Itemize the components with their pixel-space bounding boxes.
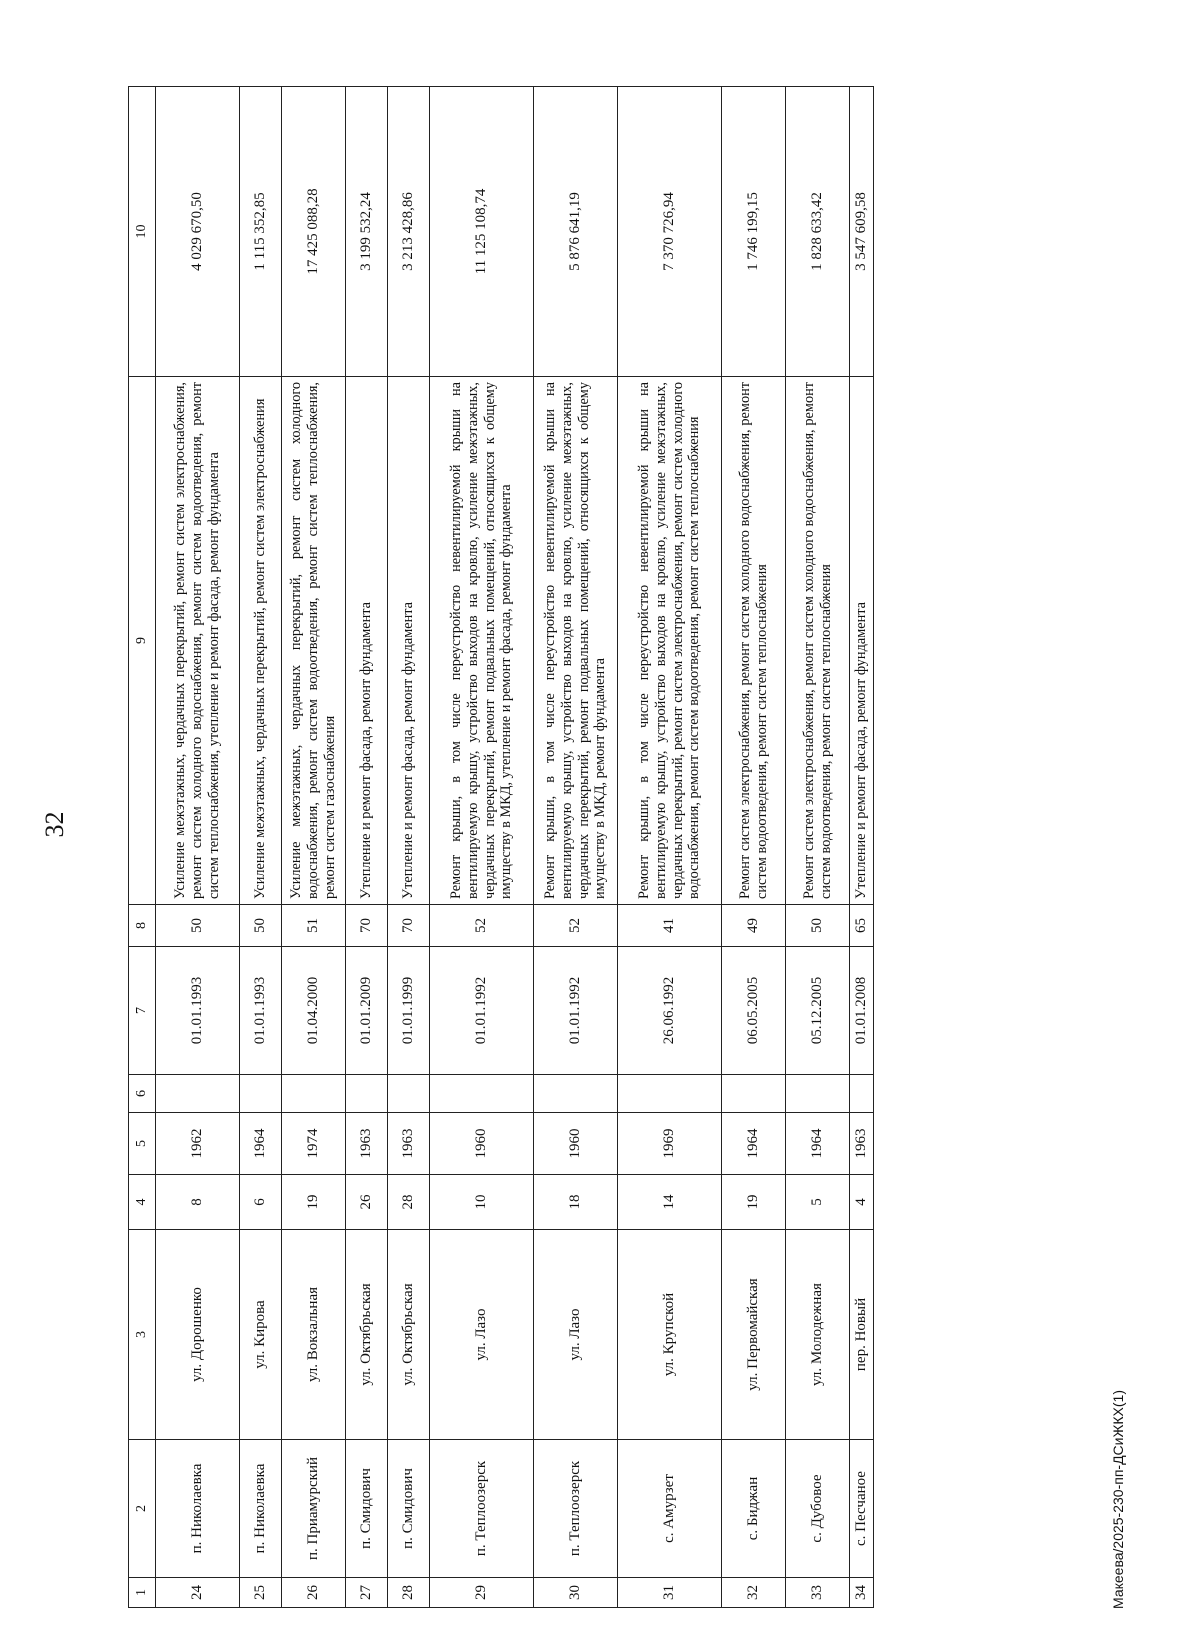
cost-cell: 11 125 108,74 (430, 87, 534, 377)
column-6-cell (388, 1075, 430, 1113)
street-cell: ул. Дорошенко (156, 1230, 240, 1440)
column-6-cell (240, 1075, 282, 1113)
house-number-cell: 4 (850, 1175, 874, 1230)
house-number-cell: 8 (156, 1175, 240, 1230)
street-cell: ул. Вокзальная (282, 1230, 346, 1440)
row-number: 34 (850, 1578, 874, 1608)
year-cell: 1963 (346, 1113, 388, 1175)
year-cell: 1962 (156, 1113, 240, 1175)
house-number-cell: 10 (430, 1175, 534, 1230)
street-cell: ул. Лазо (430, 1230, 534, 1440)
cost-cell: 1 828 633,42 (786, 87, 850, 377)
street-cell: ул. Крупской (618, 1230, 722, 1440)
column-6-cell (156, 1075, 240, 1113)
row-number: 26 (282, 1578, 346, 1608)
year-cell: 1974 (282, 1113, 346, 1175)
settlement-cell: с. Дубовое (786, 1440, 850, 1578)
cost-cell: 1 746 199,15 (722, 87, 786, 377)
settlement-cell: с. Амурзет (618, 1440, 722, 1578)
cost-cell: 3 199 532,24 (346, 87, 388, 377)
house-number-cell: 28 (388, 1175, 430, 1230)
street-cell: ул. Октябрьская (388, 1230, 430, 1440)
percent-cell: 51 (282, 905, 346, 947)
percent-cell: 41 (618, 905, 722, 947)
year-cell: 1960 (534, 1113, 618, 1175)
percent-cell: 50 (786, 905, 850, 947)
row-number: 33 (786, 1578, 850, 1608)
percent-cell: 52 (430, 905, 534, 947)
settlement-cell: с. Биджан (722, 1440, 786, 1578)
date-cell: 05.12.2005 (786, 947, 850, 1075)
column-6-cell (850, 1075, 874, 1113)
settlement-cell: п. Смидович (388, 1440, 430, 1578)
table-row (388, 87, 430, 1608)
row-number: 29 (430, 1578, 534, 1608)
column-header: 2 (129, 1440, 156, 1578)
table-row (156, 87, 240, 1608)
column-header: 9 (129, 377, 156, 905)
table-body (156, 87, 874, 1608)
percent-cell: 70 (388, 905, 430, 947)
settlement-cell: п. Смидович (346, 1440, 388, 1578)
works-description-cell: Утепление и ремонт фасада, ремонт фундамента (388, 377, 430, 905)
works-description-cell: Утепление и ремонт фасада, ремонт фундамента (346, 377, 388, 905)
street-cell: пер. Новый (850, 1230, 874, 1440)
year-cell: 1969 (618, 1113, 722, 1175)
date-cell: 01.04.2000 (282, 947, 346, 1075)
row-number: 27 (346, 1578, 388, 1608)
street-cell: ул. Молодежная (786, 1230, 850, 1440)
settlement-cell: п. Николаевка (156, 1440, 240, 1578)
row-number: 24 (156, 1578, 240, 1608)
table-row (618, 87, 722, 1608)
column-6-cell (618, 1075, 722, 1113)
row-number: 32 (722, 1578, 786, 1608)
percent-cell: 70 (346, 905, 388, 947)
year-cell: 1963 (388, 1113, 430, 1175)
settlement-cell: п. Приамурский (282, 1440, 346, 1578)
date-cell: 01.01.2008 (850, 947, 874, 1075)
cost-cell: 7 370 726,94 (618, 87, 722, 377)
works-description-cell: Усиление межэтажных, чердачных перекрытий, ремонт систем электроснабжения (240, 377, 282, 905)
column-header: 3 (129, 1230, 156, 1440)
works-description-cell: Ремонт крыши, в том числе переустройство невентилируемой крыши на вентилируемую крышу, устройство выходов на кровлю, усиление межэтажных, чердачных перекрытий, ремонт подвальных помещений, относящихся к общему имуществу в МКД, ремонт фундамента (534, 377, 618, 905)
header-row (129, 87, 156, 1608)
street-cell: ул. Октябрьская (346, 1230, 388, 1440)
house-number-cell: 5 (786, 1175, 850, 1230)
date-cell: 01.01.1993 (240, 947, 282, 1075)
house-number-cell: 19 (282, 1175, 346, 1230)
works-description-cell: Ремонт систем электроснабжения, ремонт систем холодного водоснабжения, ремонт систем водоотведения, ремонт систем теплоснабжения (722, 377, 786, 905)
percent-cell: 50 (240, 905, 282, 947)
house-number-cell: 6 (240, 1175, 282, 1230)
date-cell: 26.06.1992 (618, 947, 722, 1075)
table-row (534, 87, 618, 1608)
year-cell: 1964 (786, 1113, 850, 1175)
street-cell: ул. Первомайская (722, 1230, 786, 1440)
house-number-cell: 19 (722, 1175, 786, 1230)
column-header: 4 (129, 1175, 156, 1230)
works-description-cell: Ремонт систем электроснабжения, ремонт систем холодного водоснабжения, ремонт систем водоотведения, ремонт систем теплоснабжения (786, 377, 850, 905)
column-6-cell (346, 1075, 388, 1113)
table-row (282, 87, 346, 1608)
column-header: 10 (129, 87, 156, 377)
column-6-cell (534, 1075, 618, 1113)
percent-cell: 52 (534, 905, 618, 947)
cost-cell: 5 876 641,19 (534, 87, 618, 377)
year-cell: 1964 (722, 1113, 786, 1175)
date-cell: 06.05.2005 (722, 947, 786, 1075)
date-cell: 01.01.1992 (430, 947, 534, 1075)
cost-cell: 3 213 428,86 (388, 87, 430, 377)
table-row (850, 87, 874, 1608)
column-header: 5 (129, 1113, 156, 1175)
house-number-cell: 18 (534, 1175, 618, 1230)
column-header: 8 (129, 905, 156, 947)
row-number: 25 (240, 1578, 282, 1608)
cost-cell: 17 425 088,28 (282, 87, 346, 377)
house-number-cell: 14 (618, 1175, 722, 1230)
date-cell: 01.01.1999 (388, 947, 430, 1075)
table-row (240, 87, 282, 1608)
cost-cell: 1 115 352,85 (240, 87, 282, 377)
works-description-cell: Усиление межэтажных, чердачных перекрытий, ремонт систем электроснабжения, ремонт систем холодного водоснабжения, ремонт систем водоотведения, ремонт систем теплоснабжения, утепление и ремонт фасада, ремонт фундамента (156, 377, 240, 905)
street-cell: ул. Кирова (240, 1230, 282, 1440)
repair-table (128, 86, 874, 1608)
date-cell: 01.01.1992 (534, 947, 618, 1075)
cost-cell: 4 029 670,50 (156, 87, 240, 377)
document-footer: Макеева/2025-230-пп-ДСиЖКХ(1) (1110, 1389, 1126, 1609)
date-cell: 01.01.1993 (156, 947, 240, 1075)
works-description-cell: Усиление межэтажных, чердачных перекрытий, ремонт систем холодного водоснабжения, ремонт систем водоотведения, ремонт систем теплоснабжения, ремонт систем газоснабжения (282, 377, 346, 905)
percent-cell: 65 (850, 905, 874, 947)
column-6-cell (786, 1075, 850, 1113)
street-cell: ул. Лазо (534, 1230, 618, 1440)
table-row (722, 87, 786, 1608)
table-row (786, 87, 850, 1608)
column-6-cell (722, 1075, 786, 1113)
settlement-cell: п. Теплоозерск (430, 1440, 534, 1578)
percent-cell: 49 (722, 905, 786, 947)
date-cell: 01.01.2009 (346, 947, 388, 1075)
year-cell: 1964 (240, 1113, 282, 1175)
column-6-cell (282, 1075, 346, 1113)
table-row (430, 87, 534, 1608)
percent-cell: 50 (156, 905, 240, 947)
row-number: 30 (534, 1578, 618, 1608)
page-number: 32 (40, 811, 69, 838)
column-header: 7 (129, 947, 156, 1075)
works-description-cell: Ремонт крыши, в том числе переустройство невентилируемой крыши на вентилируемую крышу, устройство выходов на кровлю, усиление межэтажных, чердачных перекрытий, ремонт подвальных помещений, относящихся к общему имуществу в МКД, утепление и ремонт фасада, ремонт фундамента (430, 377, 534, 905)
settlement-cell: п. Теплоозерск (534, 1440, 618, 1578)
table-row (346, 87, 388, 1608)
year-cell: 1963 (850, 1113, 874, 1175)
column-header: 6 (129, 1075, 156, 1113)
house-number-cell: 26 (346, 1175, 388, 1230)
settlement-cell: с. Песчаное (850, 1440, 874, 1578)
row-number: 28 (388, 1578, 430, 1608)
column-6-cell (430, 1075, 534, 1113)
row-number: 31 (618, 1578, 722, 1608)
year-cell: 1960 (430, 1113, 534, 1175)
works-description-cell: Ремонт крыши, в том числе переустройство невентилируемой крыши на вентилируемую крышу, устройство выходов на кровлю, усиление межэтажных, чердачных перекрытий, ремонт систем электроснабжения, ремонт систем холодного водоснабжения, ремонт систем водоотведения, ремонт систем теплоснабжения (618, 377, 722, 905)
settlement-cell: п. Николаевка (240, 1440, 282, 1578)
cost-cell: 3 547 609,58 (850, 87, 874, 377)
works-description-cell: Утепление и ремонт фасада, ремонт фундамента (850, 377, 874, 905)
column-header: 1 (129, 1578, 156, 1608)
